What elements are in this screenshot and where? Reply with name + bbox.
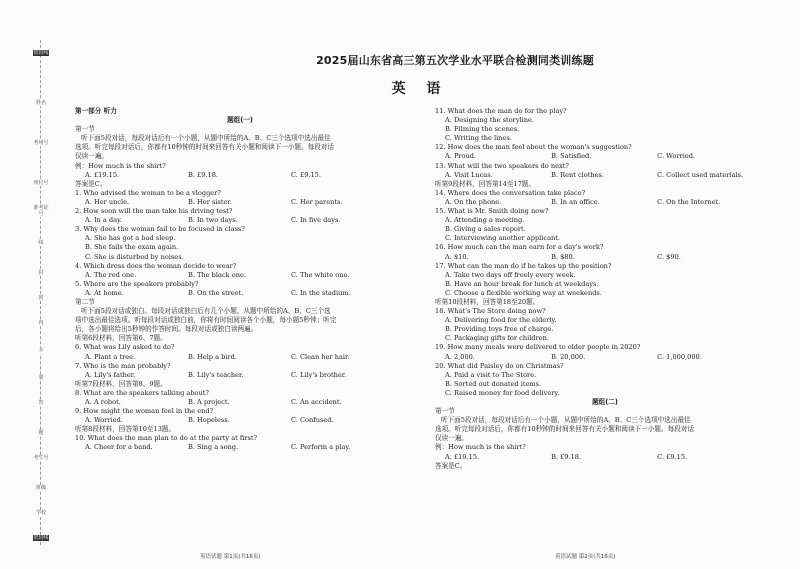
option: A. On the phone. [445, 197, 502, 206]
text-line: 答案是C。 [75, 179, 107, 188]
option: C. In five days. [291, 216, 341, 225]
text-line: 第一部分 听力 [75, 107, 117, 115]
option: B. £9.18. [551, 452, 582, 461]
left-column [75, 107, 405, 453]
text-line: C. Raised money for food delivery. [445, 388, 560, 397]
text-line: 17. What can the man do if he takes up the position? [435, 261, 612, 270]
option-row [75, 198, 405, 207]
text-line: 第一节 [435, 407, 455, 416]
option: A. £19.15. [85, 170, 120, 179]
text-line: 20. What did Paisley do on Christmas? [435, 361, 564, 370]
option: A. 2,000. [445, 352, 475, 361]
binding-tag: 准考证号 [33, 205, 49, 217]
text-line: 6. What was Lily asked to do? [75, 343, 175, 352]
option: B. A project. [188, 398, 230, 406]
text-line: 7. Who is the man probably? [75, 361, 171, 370]
option: A. Cheer for a band. [85, 443, 153, 452]
option: B. Her sister. [188, 197, 232, 206]
option: C. £9.15. [291, 170, 321, 179]
text-line: 听下面5段对话，每段对话后有一个小题，从题中所给的A、B、C三个选项中选出最佳 [441, 416, 691, 425]
option: A. At home. [85, 288, 124, 297]
option: A. Lily's father. [85, 370, 136, 379]
option: C. Confused. [291, 416, 334, 425]
text-line: A. Designing the storyline. [445, 116, 535, 125]
text-line: 答案是C。 [435, 461, 467, 470]
text-line: B. Have an hour break for lunch at weekdays. [445, 279, 599, 288]
binding-tag: 要 [33, 375, 49, 381]
option: B. Satisfied. [551, 152, 592, 161]
binding-tag: 答 [33, 400, 49, 406]
text-line: 题组(二) [592, 398, 618, 406]
text-line: 2. How soon will the man take his driving test? [75, 207, 233, 216]
binding-tag: 内 [33, 320, 49, 326]
binding-tag: 密封线 [33, 50, 49, 56]
paper-title: 2025届山东省高三第五次学业水平联合检测同类训练题 [316, 54, 594, 67]
binding-tag: 封 [33, 270, 49, 276]
binding-tag: 学校 [33, 510, 49, 516]
option: B. $80. [551, 252, 575, 261]
option: B. Lily's teacher. [188, 370, 244, 379]
option-row [435, 152, 775, 161]
option: B. Rent clothes. [551, 170, 605, 179]
option: C. Lily's brother. [291, 370, 347, 379]
option: A. A robot. [85, 398, 121, 406]
option: A. Her uncle. [85, 197, 130, 206]
text-line: 听第10段材料，回答第18至20题。 [435, 297, 540, 306]
text-line: 14. Where does the conversation take place? [435, 188, 586, 197]
seal-dashed-line [40, 40, 41, 545]
text-line: 11. What does the man do for the play? [435, 107, 567, 115]
option-row [75, 289, 405, 298]
page-footer-right: 英语试题 第2页(共16页) [555, 554, 616, 560]
text-line: 听下面5段对话，每段对话后有一个小题，从题中所给的A、B、C三个选项中选出最佳 [81, 134, 331, 143]
text-line: 4. Which dress does the woman decide to wear? [75, 261, 237, 270]
option: B. Hopeless. [188, 416, 230, 425]
option: B. On the street. [188, 288, 244, 297]
option: C. On the Internet. [657, 197, 721, 206]
text-line: 仅读一遍。 [75, 152, 108, 161]
binding-tag: 不 [33, 348, 49, 354]
text-line: 13. What will the two speakers do next? [435, 161, 569, 170]
option: C. 1,000,000. [657, 352, 702, 361]
text-line: 第二节 [75, 297, 95, 306]
text-line: 后，各小题将给出5秒钟的作答时间。每段对话或独白读两遍。 [75, 325, 258, 334]
option: C. $90. [657, 252, 681, 261]
text-line: A. She has got a bad sleep. [85, 234, 176, 243]
page-footer-left: 英语试题 第1页(共16页) [200, 554, 261, 560]
option-row [435, 453, 775, 462]
option-row [75, 271, 405, 280]
text-line: 听下面5段对话或独白。每段对话或独白后有几个小题，从题中所给的A、B、C三个选 [81, 307, 331, 316]
option: C. The white one. [291, 270, 350, 279]
option: B. The black one. [188, 270, 246, 279]
text-line: A. Take two days off freely every week. [445, 270, 576, 279]
text-line: C. Writing the lines. [445, 134, 512, 143]
text-line: 8. What are the speakers talking about? [75, 388, 209, 397]
binding-strip [33, 40, 49, 545]
text-line: 例：How much is the shirt? [75, 161, 166, 170]
option: A. Proud. [445, 152, 477, 161]
option-row [75, 171, 405, 180]
text-line: 9. How might the woman feel in the end? [75, 407, 214, 416]
text-line: B. Sorted out donated items. [445, 379, 542, 388]
text-line: C. She is disturbed by noises. [85, 252, 184, 261]
text-line: A. Attending a meeting. [445, 216, 525, 225]
text-line: C. Interviewing another applicant. [445, 234, 561, 243]
text-line: C. Choose a flexible working way at weekends. [445, 288, 602, 297]
option-row [435, 253, 775, 262]
option: C. Perform a play. [291, 443, 351, 452]
binding-tag: 密封线 [33, 535, 49, 541]
text-line: 听第8段材料，回答第10至13题。 [75, 425, 176, 434]
text-line: 仅读一遍。 [435, 434, 468, 443]
option-row [435, 171, 775, 180]
text-line: 12. How does the man feel about the woman's suggestion? [435, 143, 632, 152]
option-row [75, 443, 405, 452]
text-line: 19. How many meals were delivered to older people in 2020? [435, 343, 641, 352]
text-line: A. Paid a visit to The Store. [445, 370, 537, 379]
option-row [75, 371, 405, 380]
option: A. Plant a tree. [85, 352, 136, 361]
binding-tag: 班级 [33, 485, 49, 491]
text-line: A. Delivering food for the elderly. [445, 316, 557, 325]
text-line: 3. Why does the woman fail to be focused in class? [75, 225, 245, 234]
text-line: B. Giving a sales report. [445, 225, 526, 234]
text-line: 18. What's The Store doing now? [435, 307, 546, 316]
text-line: B. Providing toys free of charge. [445, 325, 554, 334]
option: C. Her parents. [291, 197, 343, 206]
option: C. An accident. [291, 398, 342, 406]
subject-heading: 英 语 [391, 81, 449, 97]
option: A. £19.15. [445, 452, 480, 461]
binding-tag: 密 [33, 295, 49, 301]
option: B. £9.18. [188, 170, 219, 179]
option: A. Visit Lucas. [445, 170, 493, 179]
text-line: 题组(一) [227, 116, 253, 125]
text-line: 项中选出最佳选项。听每段对话或独白前，你将有时间阅读各个小题，每小题5秒钟；听完 [75, 316, 337, 325]
option: A. In a day. [85, 216, 123, 225]
binding-tag: 题 [33, 430, 49, 436]
text-line: 15. What is Mr. Smith doing now? [435, 207, 549, 216]
text-line: 10. What does the man plan to do at the party at first? [75, 434, 258, 443]
option: A. Worried. [85, 416, 123, 425]
option: C. Collect used materials. [657, 170, 744, 179]
text-line: C. Packaging gifts for children. [445, 334, 549, 343]
option-row [75, 353, 405, 362]
binding-tag: 姓名 [33, 100, 49, 106]
option: C. £9.15. [657, 452, 688, 461]
text-line: 选项。听完每段对话后，你都有10秒钟的时间来回答有关小题和阅读下一小题。每段对话 [75, 143, 334, 152]
binding-tag: 线 [33, 240, 49, 246]
option-row [435, 198, 775, 207]
text-line: 听第6段材料，回答第6、7题。 [75, 334, 167, 343]
option-row [75, 398, 405, 407]
option: C. Clean her hair. [291, 352, 350, 361]
option: B. In two days. [188, 216, 238, 225]
binding-tag: 考生号 [33, 455, 49, 461]
option: B. In an office. [551, 197, 600, 206]
option-row [75, 416, 405, 425]
option: C. Worried. [657, 152, 696, 161]
text-line: 例：How much is the shirt? [435, 443, 526, 452]
text-line: 选项。听完每段对话后，你都有10秒钟的时间来回答有关小题和阅读下一小题。每段对话 [435, 425, 694, 434]
binding-tag: 座位号 [33, 180, 49, 186]
text-line: B. She fails the exam again. [85, 243, 179, 252]
option: B. Sing a song. [188, 443, 239, 452]
option-row [75, 216, 405, 225]
option: B. Help a bird. [188, 352, 237, 361]
option: A. The red one. [85, 270, 137, 279]
text-line: 5. Where are the speakers probably? [75, 279, 199, 288]
text-line: 听第7段材料，回答第8、9题。 [75, 379, 167, 388]
text-line: B. Filming the scenes. [445, 125, 520, 134]
text-line: 第一节 [75, 125, 95, 134]
text-line: 16. How much can the man earn for a day's work? [435, 243, 604, 252]
text-line: 1. Who advised the woman to be a vlogger? [75, 188, 221, 197]
right-column [435, 107, 775, 471]
binding-tag: 考场号 [33, 140, 49, 146]
option: B. 20,000. [551, 352, 586, 361]
option-row [435, 353, 775, 362]
option: C. In the stadium. [291, 288, 351, 297]
text-line: 听第9段材料，回答第14至17题。 [435, 179, 536, 188]
option: A. $10. [445, 252, 469, 261]
